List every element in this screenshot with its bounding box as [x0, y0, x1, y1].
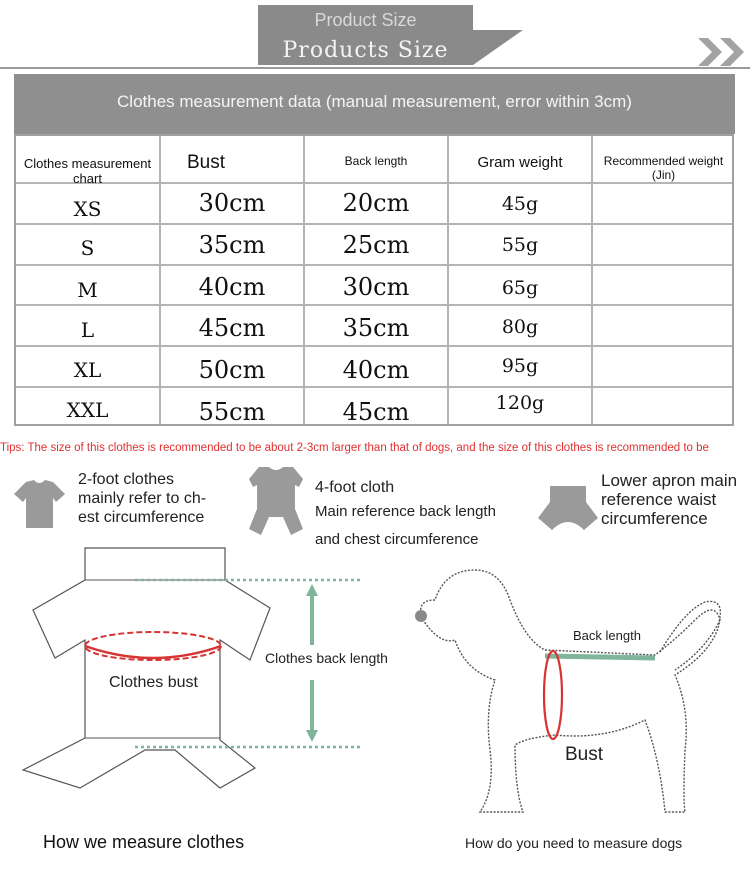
column-header-bust: Bust — [186, 152, 226, 173]
apron-icon — [536, 484, 598, 534]
double-chevron-right-icon — [698, 38, 750, 66]
banner-ghost-title: Product Size — [314, 10, 417, 30]
bust-value: 50cm — [198, 356, 266, 384]
two-foot-clothes-icon — [12, 478, 67, 533]
dog-diagram — [405, 560, 735, 822]
four-foot-line-1: Main reference back length — [315, 503, 496, 520]
size-label: XS — [73, 197, 102, 221]
size-label: M — [77, 278, 98, 302]
dog-caption: How do you need to measure dogs — [465, 835, 683, 851]
back-length-value: 30cm — [342, 273, 410, 301]
page-title: Products Size — [282, 38, 449, 63]
clothes-bust-label: Clothes bust — [109, 674, 198, 691]
column-header-recommended-weight: Recommended weight (Jin) — [603, 154, 724, 182]
tips-text: Tips: The size of this clothes is recommended to be about 2-3cm larger than that of dogs, and the size of this clothes is recommended to be — [0, 442, 709, 454]
gram-weight-value: 80g — [501, 316, 539, 338]
four-foot-title: 4-foot cloth — [315, 479, 395, 496]
dog-bust-label: Bust — [565, 744, 604, 765]
bust-value: 45cm — [198, 314, 266, 342]
gram-weight-value: 120g — [495, 392, 545, 414]
table-title: Clothes measurement data (manual measurement, error within 3cm) — [14, 74, 735, 134]
two-foot-description: 2-foot clothes mainly refer to ch- est circumference — [78, 471, 207, 526]
size-label: L — [80, 318, 95, 342]
four-foot-clothes-icon — [245, 465, 307, 537]
column-header-back-length: Back length — [344, 154, 408, 168]
header-divider — [0, 67, 750, 69]
bust-value: 55cm — [198, 398, 266, 426]
column-header-gram-weight: Gram weight — [477, 154, 563, 171]
gram-weight-value: 65g — [501, 277, 539, 299]
gram-weight-value: 95g — [501, 355, 539, 377]
dog-back-length-label: Back length — [573, 628, 641, 643]
size-label: XL — [73, 358, 102, 382]
size-label: XXL — [66, 398, 109, 422]
back-length-value: 45cm — [342, 398, 410, 426]
back-length-value: 25cm — [342, 231, 410, 259]
four-foot-line-2: and chest circumference — [315, 531, 479, 548]
clothes-back-length-label: Clothes back length — [265, 650, 388, 666]
column-header-chart: Clothes measurement chart — [23, 156, 152, 186]
banner-tail-decoration — [473, 30, 523, 65]
size-label: S — [80, 236, 95, 260]
back-length-value: 20cm — [342, 189, 410, 217]
bust-value: 35cm — [198, 231, 266, 259]
bust-value: 30cm — [198, 189, 266, 217]
apron-description: Lower apron main reference waist circumference — [601, 471, 738, 528]
clothes-caption: How we measure clothes — [43, 832, 245, 852]
back-length-value: 40cm — [342, 356, 410, 384]
size-table — [14, 134, 734, 426]
bust-value: 40cm — [198, 273, 266, 301]
gram-weight-value: 55g — [501, 234, 539, 256]
back-length-value: 35cm — [342, 314, 410, 342]
gram-weight-value: 45g — [501, 193, 539, 215]
